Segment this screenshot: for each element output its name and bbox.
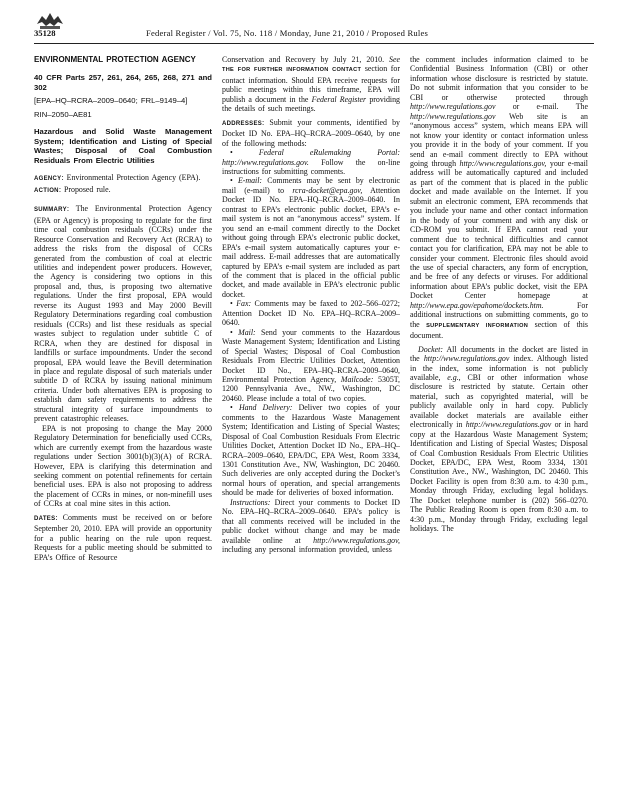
action-text: : Proposed rule.: [58, 184, 111, 194]
rule-subject: Hazardous and Solid Waste Management System; Identification and Listing of Special Wastes; Disposal of Coal Combustion Residuals From Electric Utilities: [34, 127, 212, 165]
supplementary-info-ref: SUPPLEMENTARY INFORMATION: [426, 322, 529, 329]
action-line: [34, 185, 212, 196]
dates-continued: Conservation and Recovery by July 21, 2010. See THE FOR FURTHER INFORMATION CONTACT section for contact information. Should EPA receive requests for public meetings within this timeframe, EPA will publish a document in the Federal Register providing the details of such meetings.: [222, 55, 400, 114]
summary-paragraph-2: EPA is not proposing to change the May 2000 Regulatory Determination for beneficially used CCRs, which are currently exempt from the hazardous waste regulations under Section 3001(b)(3)(A) of RCRA. However, EPA is clarifying this determination and seeking comment on potential refinements for certain beneficial uses. EPA is also not proposing to address the placement of CCRs in mines, or non-minefill uses of CCRs at coal mine sites in this action.: [34, 423, 212, 509]
regulations-gov-link[interactable]: http://www.regulations.gov,: [459, 158, 547, 168]
column-1: [34, 55, 212, 562]
regulations-gov-link[interactable]: http://www.regulations.gov: [410, 111, 496, 121]
docket-paragraph: Docket: All documents in the docket are listed in the http://www.regulations.gov index. Although listed in the index, some information is not publicly available, e.g., CBI or other information whose disclosure is restricted by statute. Certain other material, such as copyrighted material, will be publicly available only in hard copy. Publicly available docket materials are available either electronically in http://www.regulations.gov or in hard copy at the Hazardous Waste Management System; Identification and Listing of Special Wastes; Disposal of Coal Combustion Residuals From Electric Utilities Docket, EPA/DC, EPA West, Room 3334, 1301 Constitution Ave., NW., Washington, DC 20460. This Docket Facility is open from 8:30 a.m. to 4:30 p.m., Monday through Friday, excluding legal holidays. The Docket telephone number is (202) 566–0270. The Public Reading Room is open from 8:30 a.m. to 4:30 p.m., Monday through Friday, excluding legal holidays. The: [410, 344, 589, 534]
regulations-gov-link[interactable]: http://www.regulations.gov.: [222, 157, 309, 167]
action-label: ACTION: [34, 187, 59, 194]
dates-label: DATES: [34, 515, 56, 522]
header-rule: [34, 43, 594, 44]
agency-label: AGENCY: [34, 176, 62, 183]
column-3: [410, 55, 588, 534]
addresses-paragraph: ADDRESSES: Submit your comments, identified by Docket ID No. EPA–HQ–RCRA–2009–0640, by one of the following methods:: [222, 117, 400, 148]
summary-paragraph: [34, 204, 212, 423]
regulations-gov-link[interactable]: http://www.regulations.gov: [465, 420, 552, 430]
running-header: [34, 24, 594, 40]
method-mail: • Mail: Send your comments to the Hazardous Waste Management System; Identification and Listing of Special Wastes; Disposal of Coal Combustion Residuals From Electric Utilities Docket, Attention Docket ID No., EPA–HQ–RCRA–2009–0640, Environmental Protection Agency, Mailcode: 5305T, 1200 Pennsylvania Ave., NW., Washington, DC 20460. Please include a total of two copies.: [222, 327, 400, 403]
dates-text: : Comments must be received on or before September 20, 2010. EPA will provide an opportunity for a public hearing on the rule upon request. Requests for a public meeting should be submitted to EPA’s Office of Resource: [34, 512, 212, 562]
agency-text: : Environmental Protection Agency (EPA).: [61, 173, 201, 183]
regulations-gov-link[interactable]: http://www.regulations.gov,: [313, 535, 400, 545]
method-fax: • Fax: Comments may be faxed to 202–566–0272; Attention Docket ID No. EPA–HQ–RCRA–2009–0640.: [222, 299, 400, 328]
summary-label: SUMMARY: [34, 207, 67, 214]
column-2: [222, 55, 400, 555]
cfr-parts: 40 CFR Parts 257, 261, 264, 265, 268, 271 and 302: [34, 73, 212, 92]
dates-paragraph: [34, 513, 212, 562]
method-email: • E-mail: Comments may be sent by electronic mail (e-mail) to rcra-docket@epa.gov, Attention Docket ID No. EPA–HQ–RCRA–2009–0640. In contrast to EPA’s electronic public docket, EPA’s e-mail system is not an “anonymous access” system. If you send an e-mail comment directly to the Docket without going through EPA’s electronic public docket, EPA’s e-mail system automatically captures your e-mail address. E-mail addresses that are automatically captured by EPA’s e-mail system are included as part of the comment that is placed in the official public docket, and made available in EPA’s electronic public docket.: [222, 176, 400, 299]
running-head: Federal Register / Vol. 75, No. 118 / Monday, June 21, 2010 / Proposed Rules: [146, 28, 429, 38]
summary-text: : The Environmental Protection Agency (EPA or Agency) is proposing to regulate for the first time coal combustion residuals (CCRs) under the Resource Conservation and Recovery Act (RCRA) to address the risks from the disposal of CCRs generated from the combustion of coal at electric utilities and independent power producers. However, the Agency is considering two options in this proposal and, thus, is proposing two alternative regulations. Under the first proposal, EPA would reverse its August 1993 and May 2000 Bevill Regulatory Determinations regarding coal combustion residuals (CCRs) and list these residuals as special wastes subject to regulation under subtitle C of RCRA, when they are destined for disposal in landfills or surface impoundments. Under the second proposal, EPA would leave the Bevill determination in place and regulate disposal of such materials under subtitle D of RCRA by issuing national minimum criteria. Under both alternatives EPA is proposing to establish dam safety requirements to address the structural integrity of surface impoundments to prevent catastrophic releases.: [34, 204, 212, 424]
rin-number: RIN–2050–AE81: [34, 109, 92, 119]
page-number: 35128: [34, 28, 56, 38]
agency-line: [34, 173, 212, 184]
instructions-continued: the comment includes information claimed to be Confidential Business Information (CBI) or other information whose disclosure is restricted by statute. Do not submit information that you consider to be CBI or otherwise protected through http://www.regulations.gov or e-mail. The http://www.regulations.gov Web site is an “anonymous access” system, which means EPA will not know your identity or contact information unless you provide it in the body of your comment. If you send an e-mail comment directly to EPA without going through http://www.regulations.gov, your e-mail address will be automatically captured and included as part of the comment that is placed in the public docket and made available on the Internet. If you submit an electronic comment, EPA recommends that you include your name and other contact information in the body of your comment and with any disk or CD-ROM you submit. If EPA cannot read your comment due to technical difficulties and cannot contact you for clarification, EPA may not be able to consider your comment. Electronic files should avoid the use of special characters, any form of encryption, and be free of any defects or viruses. For additional information about EPA’s public docket, visit the EPA Docket Center homepage at http://www.epa.gov/epahome/dockets.htm. For additional instructions on submitting comments, go to the SUPPLEMENTARY INFORMATION section of this document.: [410, 55, 588, 341]
method-portal: • Federal eRulemaking Portal: http://www.regulations.gov. Follow the on-line instructions for submitting comments.: [222, 148, 400, 176]
addresses-label: ADDRESSES: [222, 120, 263, 127]
method-hand-delivery: • Hand Delivery: Deliver two copies of your comments to the Hazardous Waste Management System; Identification and Listing of Special Wastes; Disposal of Coal Combustion Residuals From Electric Utilities Docket, Attention Docket ID No., EPA–HQ–RCRA–2009–0640, EPA/DC, EPA West, Room 3334, 1301 Constitution Ave., NW, Washington, DC 20460. Such deliveries are only accepted during the Docket’s normal hours of operation, and special arrangements should be made for deliveries of boxed information.: [222, 403, 400, 498]
further-info-ref: FOR FURTHER INFORMATION CONTACT: [237, 67, 362, 74]
regulations-gov-link[interactable]: http://www.regulations.gov: [410, 102, 496, 112]
epa-docket-center-link[interactable]: http://www.epa.gov/epahome/dockets.htm.: [410, 300, 544, 310]
instructions-paragraph: Instructions: Direct your comments to Docket ID No. EPA–HQ–RCRA–2009–0640. EPA’s policy is that all comments received will be included in the public docket without change and may be made available online at http://www.regulations.gov, including any personal information provided, unless: [222, 497, 400, 555]
agency-heading: ENVIRONMENTAL PROTECTION AGENCY: [34, 55, 196, 64]
docket-number: [EPA–HQ–RCRA–2009–0640; FRL–9149–4]: [34, 96, 188, 105]
docket-email-link[interactable]: rcra-docket@epa.gov,: [292, 185, 363, 195]
federal-register-ref: Federal Register: [311, 94, 367, 104]
regulations-gov-link[interactable]: http://www.regulations.gov: [423, 354, 510, 364]
